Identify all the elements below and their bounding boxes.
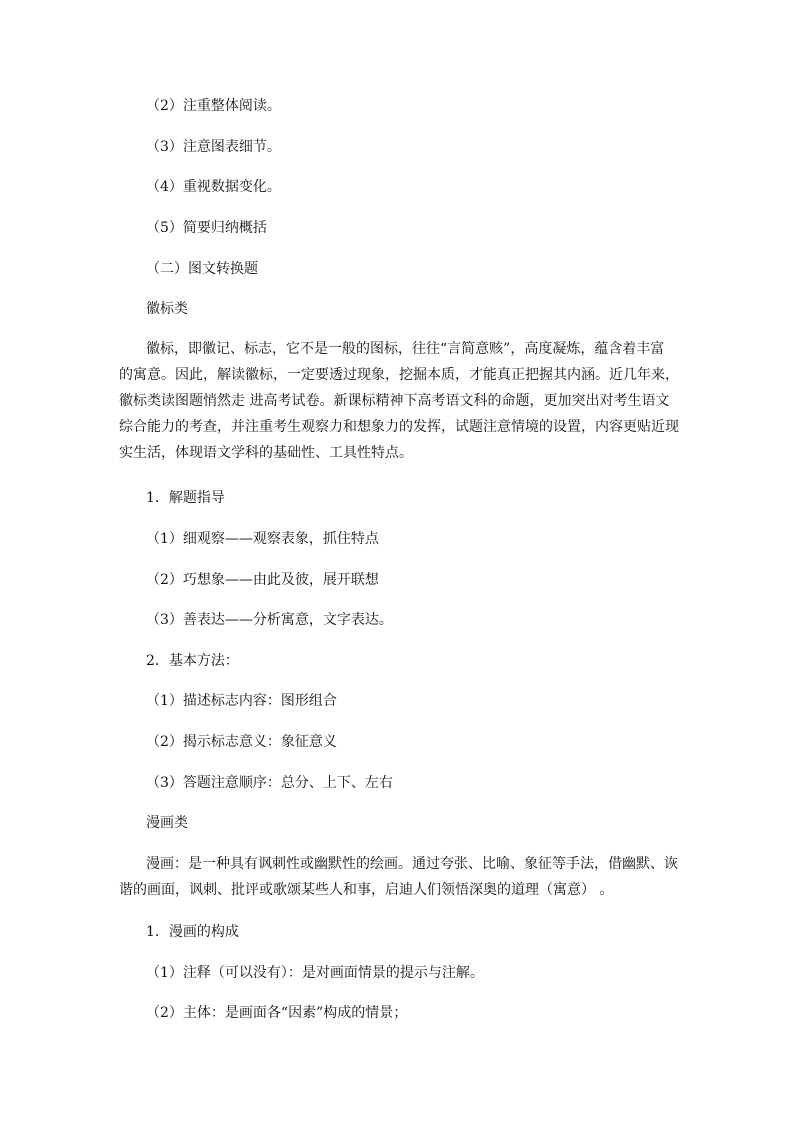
paragraph-emblem-description (119, 336, 679, 466)
paragraph-line: 综合能力的考查，并注重考生观察力和想象力的发挥，试题注意情境的设置，内容更贴近现 (119, 419, 679, 435)
heading-solution-guide: 1．解题指导 (146, 490, 225, 506)
list-item-describe-logo: （1）描述标志内容：图形组合 (146, 693, 337, 709)
list-item-summary: （5）简要归纳概括 (146, 220, 267, 236)
paragraph-line: 谐的画面，讽刺、批评或歌颂某些人和事，启迪人们领悟深奥的道理（寓意） 。 (119, 882, 614, 898)
heading-cartoon-composition: 1．漫画的构成 (146, 924, 239, 940)
subsection-heading-cartoon: 漫画类 (146, 815, 188, 831)
paragraph-line: 实生活，体现语文学科的基础性、工具性特点。 (119, 445, 413, 461)
list-item-data-change: （4）重视数据变化。 (146, 179, 281, 195)
paragraph-cartoon-description (119, 851, 678, 903)
list-item-imagine: （2）巧想象——由此及彼，展开联想 (146, 572, 379, 588)
paragraph-line: 的寓意。因此，解读徽标，一定要透过现象，挖掘本质，才能真正把握其内涵。近几年来， (119, 367, 679, 383)
list-item-whole-reading: （2）注重整体阅读。 (146, 98, 281, 114)
list-item-answer-order: （3）答题注意顺序：总分、上下、左右 (146, 775, 393, 791)
list-item-annotation: （1）注释（可以没有）：是对画面情景的提示与注解。 (146, 965, 484, 981)
paragraph-line: 漫画：是一种具有讽刺性或幽默性的绘画。通过夸张、比喻、象征等手法，借幽默、诙 (146, 856, 678, 872)
list-item-chart-details: （3）注意图表细节。 (146, 139, 281, 155)
section-heading-graphic-conversion: （二）图文转换题 (146, 261, 258, 277)
paragraph-line: 徽标，即徽记、标志，它不是一般的图标，往往“言简意赅”，高度凝炼，蕴含着丰富 (146, 341, 665, 357)
list-item-observe: （1）细观察——观察表象，抓住特点 (146, 531, 379, 547)
list-item-express: （3）善表达——分析寓意，文字表达。 (146, 612, 393, 628)
list-item-main-body: （2）主体：是画面各“因素”构成的情景； (146, 1005, 408, 1021)
heading-basic-method: 2．基本方法： (146, 653, 239, 669)
paragraph-line: 徽标类读图题悄然走 进高考试卷。新课标精神下高考语文科的命题，更加突出对考生语文 (119, 393, 670, 409)
subsection-heading-emblem: 徽标类 (146, 301, 188, 317)
list-item-reveal-meaning: （2）揭示标志意义：象征意义 (146, 734, 337, 750)
